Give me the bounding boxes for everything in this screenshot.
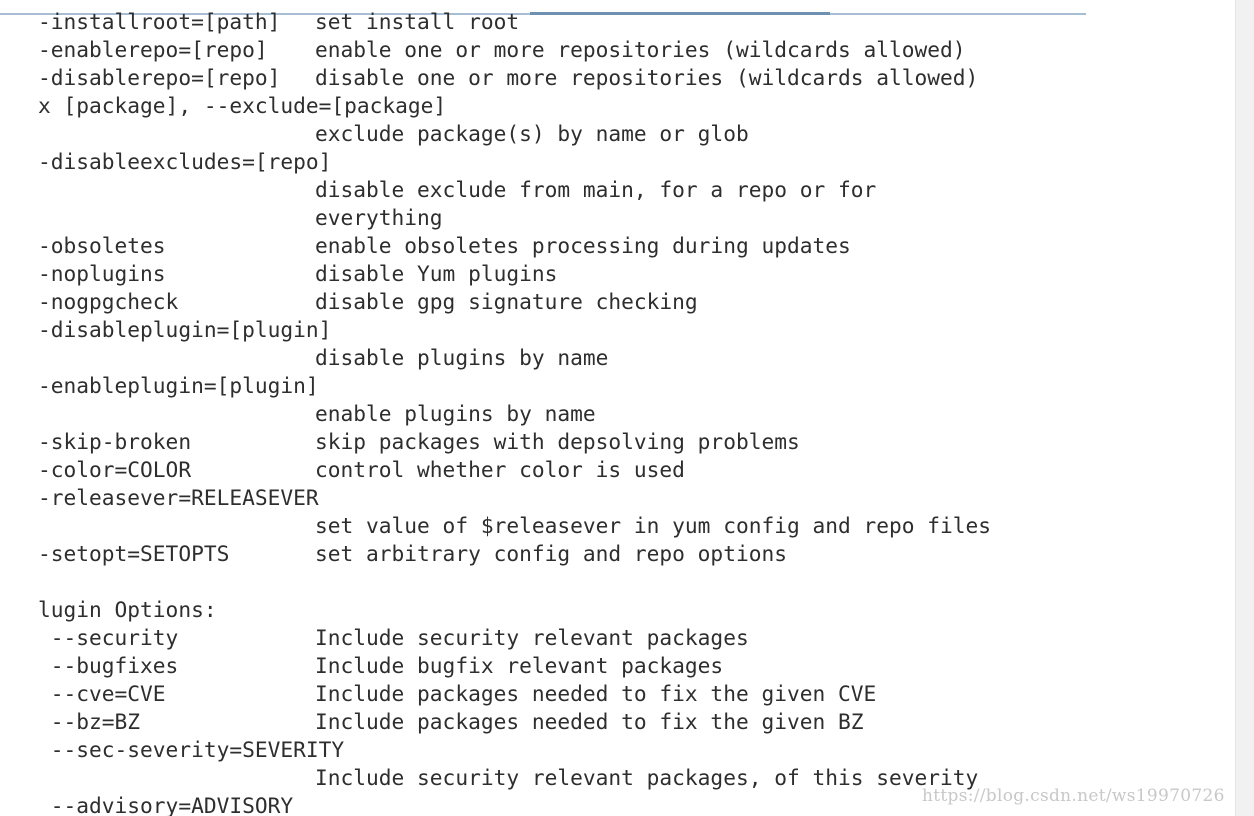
option-row bbox=[38, 680, 1118, 708]
option-description: disable plugins by name bbox=[315, 345, 609, 370]
option-name: -disableexcludes=[repo] bbox=[38, 149, 332, 174]
option-row bbox=[38, 736, 1118, 764]
option-row bbox=[38, 344, 1118, 372]
option-name: -obsoletes bbox=[38, 233, 166, 258]
option-row bbox=[38, 232, 1118, 260]
option-name: -installroot=[path] bbox=[38, 9, 281, 34]
option-name: --security bbox=[38, 625, 179, 650]
option-row bbox=[38, 120, 1118, 148]
option-description: set value of $releasever in yum config and repo files bbox=[315, 513, 992, 538]
section-header bbox=[38, 596, 1118, 624]
option-description: exclude package(s) by name or glob bbox=[315, 121, 749, 146]
option-description: enable plugins by name bbox=[315, 401, 596, 426]
option-name: --advisory=ADVISORY bbox=[38, 793, 294, 816]
option-row bbox=[38, 456, 1118, 484]
option-row bbox=[38, 708, 1118, 736]
option-description: set install root bbox=[315, 9, 520, 34]
option-row bbox=[38, 176, 1118, 204]
option-name: --cve=CVE bbox=[38, 681, 166, 706]
option-description: enable obsoletes processing during updates bbox=[315, 233, 851, 258]
option-row bbox=[38, 540, 1118, 568]
scrollbar-track[interactable] bbox=[1235, 0, 1254, 816]
option-description: Include bugfix relevant packages bbox=[315, 653, 724, 678]
option-description: Include packages needed to fix the given BZ bbox=[315, 709, 864, 734]
option-name: -nogpgcheck bbox=[38, 289, 179, 314]
option-name: -releasever=RELEASEVER bbox=[38, 485, 319, 510]
option-description: disable exclude from main, for a repo or for bbox=[315, 177, 877, 202]
option-description: everything bbox=[315, 205, 443, 230]
option-row bbox=[38, 36, 1118, 64]
option-description: disable gpg signature checking bbox=[315, 289, 698, 314]
option-name: -disablerepo=[repo] bbox=[38, 65, 281, 90]
option-description: disable Yum plugins bbox=[315, 261, 558, 286]
watermark: https://blog.csdn.net/ws19970726 bbox=[922, 786, 1225, 806]
option-name: -setopt=SETOPTS bbox=[38, 541, 230, 566]
option-row bbox=[38, 204, 1118, 232]
option-row bbox=[38, 288, 1118, 316]
option-description: Include security relevant packages bbox=[315, 625, 749, 650]
section-title: lugin Options: bbox=[38, 597, 217, 622]
option-description: control whether color is used bbox=[315, 457, 685, 482]
option-row bbox=[38, 624, 1118, 652]
option-name: --sec-severity=SEVERITY bbox=[38, 737, 345, 762]
option-description: set arbitrary config and repo options bbox=[315, 541, 787, 566]
blank-line bbox=[38, 568, 1118, 596]
option-description: skip packages with depsolving problems bbox=[315, 429, 800, 454]
option-row bbox=[38, 92, 1118, 120]
option-row bbox=[38, 260, 1118, 288]
option-row bbox=[38, 428, 1118, 456]
option-name: -color=COLOR bbox=[38, 457, 192, 482]
option-description: disable one or more repositories (wildcards allowed) bbox=[315, 65, 979, 90]
option-name: x [package], --exclude=[package] bbox=[38, 93, 447, 118]
option-row bbox=[38, 372, 1118, 400]
option-row bbox=[38, 484, 1118, 512]
option-description: enable one or more repositories (wildcards allowed) bbox=[315, 37, 966, 62]
option-row bbox=[38, 316, 1118, 344]
option-row bbox=[38, 512, 1118, 540]
option-name: -disableplugin=[plugin] bbox=[38, 317, 332, 342]
option-name: -enablerepo=[repo] bbox=[38, 37, 268, 62]
option-row bbox=[38, 148, 1118, 176]
terminal-output bbox=[38, 8, 1118, 816]
option-row bbox=[38, 64, 1118, 92]
option-name: -noplugins bbox=[38, 261, 166, 286]
option-name: -skip-broken bbox=[38, 429, 192, 454]
option-description: Include packages needed to fix the given CVE bbox=[315, 681, 877, 706]
option-row bbox=[38, 652, 1118, 680]
option-description: Include security relevant packages, of this severity bbox=[315, 765, 979, 790]
option-row bbox=[38, 8, 1118, 36]
option-name: -enableplugin=[plugin] bbox=[38, 373, 319, 398]
option-row bbox=[38, 400, 1118, 428]
option-name: --bugfixes bbox=[38, 653, 179, 678]
option-name: --bz=BZ bbox=[38, 709, 141, 734]
